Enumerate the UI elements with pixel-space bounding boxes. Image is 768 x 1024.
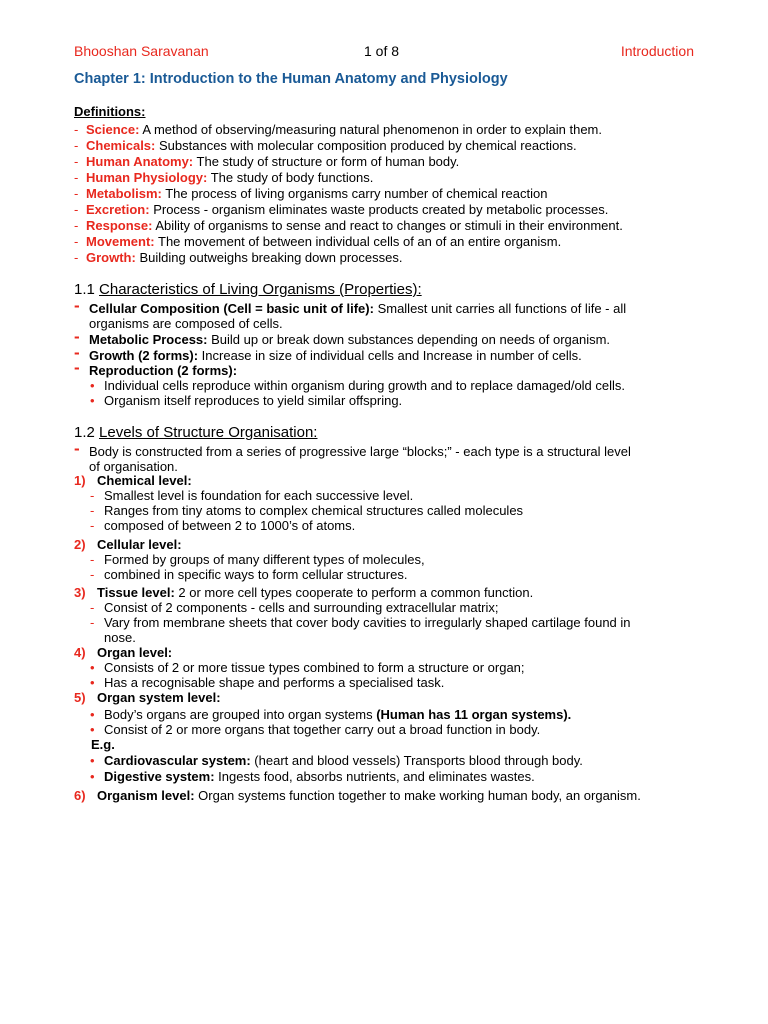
sub-bullet: • Has a recognisable shape and performs a specialised task. xyxy=(90,675,445,690)
sub-bullet: - Ranges from tiny atoms to complex chemical structures called molecules xyxy=(90,503,524,518)
sub-bullet: - Vary from membrane sheets that cover body cavities to irregularly shaped cartilage found in nose. xyxy=(90,615,631,645)
definition-item: - Response: Ability of organisms to sense and react to changes or stimuli in their environment. xyxy=(74,218,623,233)
sub-bullet: - Consist of 2 components - cells and surrounding extracellular matrix; xyxy=(90,600,499,615)
sub-bullet: • Body’s organs are grouped into organ systems (Human has 11 organ systems). xyxy=(90,707,572,722)
level-item: 2) Cellular level: xyxy=(74,537,182,552)
definition-item: - Metabolism: The process of living organisms carry number of chemical reaction xyxy=(74,186,548,201)
header-author: Bhooshan Saravanan xyxy=(74,43,209,59)
sub-bullet: - composed of between 2 to 1000’s of atoms. xyxy=(90,518,356,533)
definition-item: - Human Physiology: The study of body functions. xyxy=(74,170,374,185)
characteristic-item: - Reproduction (2 forms): xyxy=(74,358,238,378)
eg-label: E.g. xyxy=(91,737,115,752)
definition-item: - Science: A method of observing/measuring natural phenomenon in order to explain them. xyxy=(74,122,602,137)
chapter-title: Chapter 1: Introduction to the Human Anatomy and Physiology xyxy=(74,71,508,87)
level-item: 1) Chemical level: xyxy=(74,473,192,488)
characteristic-item: - Cellular Composition (Cell = basic unit of life): Smallest unit carries all functions of life - all organisms are composed of cells. xyxy=(74,296,627,331)
section-1-1-heading: 1.1 Characteristics of Living Organisms (Properties): xyxy=(74,281,422,298)
definition-item: - Excretion: Process - organism eliminates waste products created by metabolic processes. xyxy=(74,202,609,217)
sub-bullet: • Organism itself reproduces to yield similar offspring. xyxy=(90,393,403,408)
sub-bullet: • Consist of 2 or more organs that together carry out a broad function in body. xyxy=(90,722,541,737)
definition-item: - Human Anatomy: The study of structure or form of human body. xyxy=(74,154,460,169)
definition-item: - Movement: The movement of between individual cells of an of an entire organism. xyxy=(74,234,562,249)
characteristic-item: - Growth (2 forms): Increase in size of individual cells and Increase in number of cells. xyxy=(74,343,582,363)
header-section: Introduction xyxy=(620,43,694,59)
level-item: 4) Organ level: xyxy=(74,645,173,660)
levels-intro: - Body is constructed from a series of progressive large “blocks;” - each type is a structural level of organisation. xyxy=(74,439,631,474)
characteristic-item: - Metabolic Process: Build up or break down substances depending on needs of organism. xyxy=(74,327,611,347)
sub-bullet: • Cardiovascular system: (heart and blood vessels) Transports blood through body. xyxy=(90,753,583,768)
definition-item: - Growth: Building outweighs breaking down processes. xyxy=(74,250,403,265)
level-item: 3) Tissue level: 2 or more cell types cooperate to perform a common function. xyxy=(74,585,534,600)
sub-bullet: - Formed by groups of many different types of molecules, xyxy=(90,552,425,567)
definition-item: - Chemicals: Substances with molecular composition produced by chemical reactions. xyxy=(74,138,577,153)
level-item: 5) Organ system level: xyxy=(74,690,221,705)
sub-bullet: • Digestive system: Ingests food, absorbs nutrients, and eliminates wastes. xyxy=(90,769,535,784)
sub-bullet: - combined in specific ways to form cellular structures. xyxy=(90,567,408,582)
sub-bullet: • Individual cells reproduce within organism during growth and to replace damaged/old cells. xyxy=(90,378,626,393)
definitions-heading: Definitions: xyxy=(74,104,146,119)
sub-bullet: - Smallest level is foundation for each successive level. xyxy=(90,488,414,503)
sub-bullet: • Consists of 2 or more tissue types combined to form a structure or organ; xyxy=(90,660,525,675)
section-1-2-heading: 1.2 Levels of Structure Organisation: xyxy=(74,424,318,441)
level-item: 6) Organism level: Organ systems function together to make working human body, an organism. xyxy=(74,788,641,803)
page-number: 1 of 8 xyxy=(364,43,400,59)
